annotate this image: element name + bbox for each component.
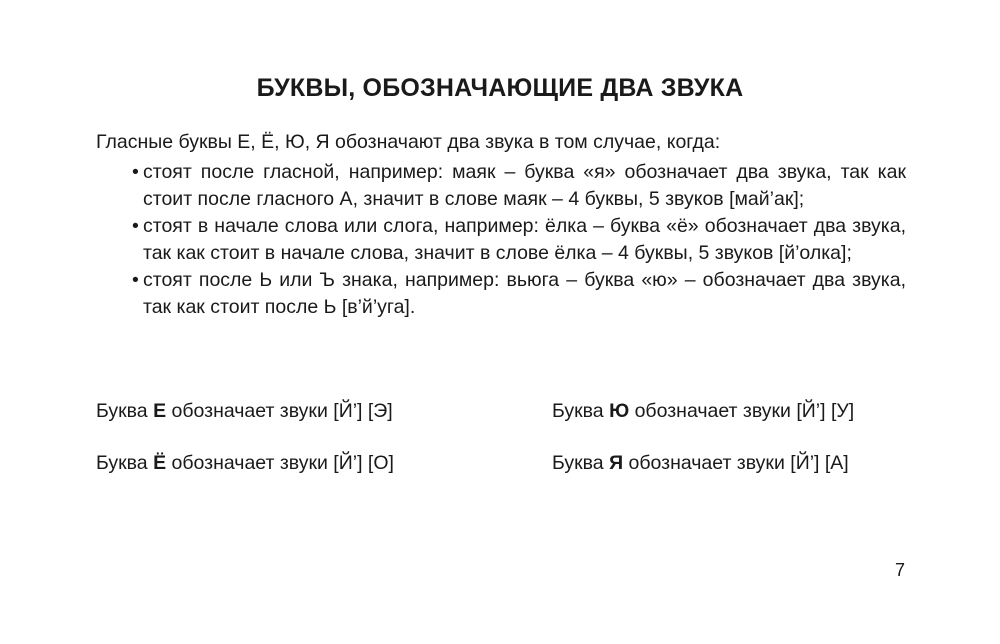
letter-prefix: Буква [96, 452, 154, 474]
letter-e-row [96, 398, 393, 425]
letter-ya-row [552, 450, 849, 477]
letter-prefix: Буква [552, 400, 610, 422]
rule-text: стоят после гласной, например: маяк – буква «я» обозначает два звука, так как стоит после гласного А, значит в слове маяк – 4 буквы, 5 звуков [май’ак]; [143, 161, 906, 210]
rule-item [96, 159, 906, 213]
letter-suffix: обозначает звуки [Й’] [Э] [166, 400, 393, 422]
rules-list [96, 159, 906, 321]
letter-suffix: обозначает звуки [Й’] [А] [623, 452, 849, 474]
letter-yo-row [96, 450, 394, 477]
letter-glyph: Ю [609, 400, 630, 422]
intro-paragraph: Гласные буквы Е, Ё, Ю, Я обозначают два звука в том случае, когда: [96, 131, 721, 153]
rule-item [96, 213, 906, 267]
page-title: БУКВЫ, ОБОЗНАЧАЮЩИЕ ДВА ЗВУКА [256, 74, 744, 102]
rule-text: стоят после Ь или Ъ знака, например: вьюга – буква «ю» – обозначает два звука, так как стоит после Ь [в’й’уга]. [143, 269, 906, 318]
letter-suffix: обозначает звуки [Й’] [О] [166, 452, 394, 474]
letter-yu-row [552, 398, 854, 425]
page-number: 7 [894, 560, 905, 580]
main-text [96, 129, 906, 321]
letter-prefix: Буква [96, 400, 154, 422]
rule-item [96, 267, 906, 321]
letter-glyph: Я [609, 452, 624, 474]
letter-glyph: Е [153, 400, 167, 422]
bullet-icon: • [132, 215, 139, 237]
letter-prefix: Буква [552, 452, 610, 474]
rule-text: стоят в начале слова или слога, например: ёлка – буква «ё» обозначает два звука, так как стоит в начале слова, значит в слове ёлка – 4 буквы, 5 звуков [й’олка]; [143, 215, 906, 264]
bullet-icon: • [132, 161, 139, 183]
letter-suffix: обозначает звуки [Й’] [У] [629, 400, 855, 422]
bullet-icon: • [132, 269, 139, 291]
letter-glyph: Ё [153, 452, 167, 474]
